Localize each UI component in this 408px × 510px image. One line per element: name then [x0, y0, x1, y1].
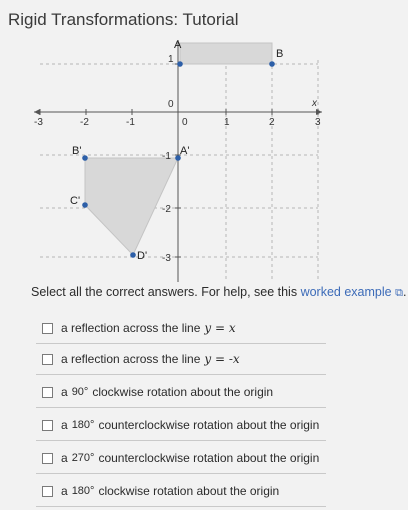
x-tick-label: -3: [34, 117, 43, 128]
y-tick-label: -1: [162, 151, 171, 162]
x-tick-label: 1: [224, 117, 230, 128]
pre-image-shape: [180, 43, 272, 64]
x-tick-label: 3: [315, 117, 321, 128]
option-text: a: [61, 484, 68, 498]
option-degree: 90°: [71, 386, 89, 398]
option-degree: 270°: [71, 452, 95, 464]
option-text: clockwise rotation about the origin: [98, 484, 280, 498]
option-text: counterclockwise rotation about the origin: [98, 418, 320, 432]
point-C-prime: [82, 202, 88, 208]
option-text: clockwise rotation about the origin: [92, 385, 274, 399]
option-reflection-y-equals-neg-x[interactable]: [36, 344, 326, 375]
point-A: [177, 61, 183, 67]
checkbox[interactable]: [42, 323, 53, 334]
checkbox[interactable]: [42, 387, 53, 398]
checkbox[interactable]: [42, 486, 53, 497]
option-text: counterclockwise rotation about the origin: [98, 451, 320, 465]
option-rotation-90-cw[interactable]: [36, 377, 326, 408]
page-title: Rigid Transformations: Tutorial: [8, 10, 239, 29]
option-text: a reflection across the line: [61, 352, 201, 366]
checkbox[interactable]: [42, 420, 53, 431]
x-axis-label: x: [312, 98, 317, 109]
option-rotation-180-ccw[interactable]: [36, 410, 326, 441]
option-text: a reflection across the line: [61, 321, 201, 335]
checkbox[interactable]: [42, 453, 53, 464]
x-tick-label: 0: [182, 117, 188, 128]
option-degree: 180°: [71, 419, 95, 431]
instruction-body: Select all the correct answers. For help, see this: [31, 285, 298, 299]
checkbox[interactable]: [42, 354, 53, 365]
point-B-prime: [82, 155, 88, 161]
point-label-D-prime: D': [137, 250, 148, 262]
option-text: a: [61, 385, 68, 399]
y-tick-label: -3: [162, 253, 171, 264]
y-tick-label: -2: [162, 204, 171, 215]
x-tick-label: -2: [80, 117, 89, 128]
external-link-icon[interactable]: ⧉: [395, 287, 403, 299]
point-B: [269, 61, 275, 67]
option-reflection-y-equals-x[interactable]: [36, 313, 326, 344]
option-rotation-180-cw[interactable]: [36, 476, 326, 507]
point-label-C-prime: C': [70, 195, 81, 207]
option-degree: 180°: [71, 485, 95, 497]
point-label-A: A: [174, 39, 182, 51]
point-label-A-prime: A': [180, 145, 190, 157]
coordinate-graph: [0, 30, 408, 292]
option-math: y = x: [204, 321, 236, 335]
instruction-text: Select all the correct answers. For help, see this worked example ⧉.: [31, 285, 407, 299]
point-label-B: B: [276, 48, 284, 60]
option-math: y = -x: [204, 352, 240, 366]
y-tick-label: 0: [168, 99, 174, 110]
point-D-prime: [130, 252, 136, 258]
option-text: a: [61, 418, 68, 432]
x-tick-label: 2: [269, 117, 275, 128]
option-rotation-270-ccw[interactable]: [36, 443, 326, 474]
point-label-B-prime: B': [72, 145, 82, 157]
x-tick-label: -1: [126, 117, 135, 128]
option-text: a: [61, 451, 68, 465]
y-tick-label: 1: [168, 54, 174, 65]
worked-example-link[interactable]: worked example: [300, 285, 392, 299]
